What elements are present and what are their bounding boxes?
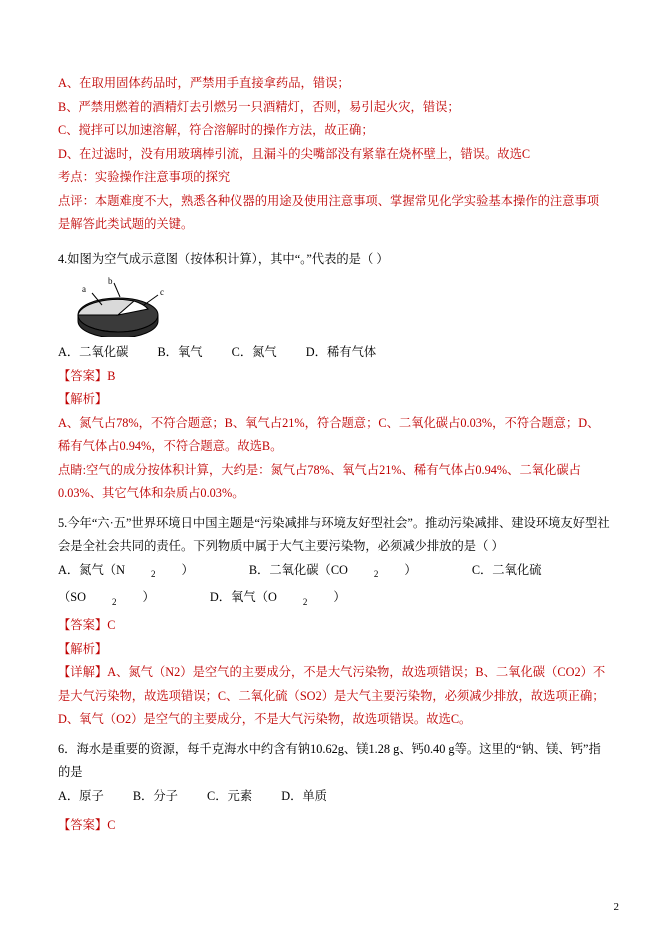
- question-5-analysis-label: 【解析】: [58, 641, 108, 656]
- question-4-analysis-label: 【解析】: [58, 392, 108, 406]
- analysis-line-d: D、在过滤时，没有用玻璃棒引流，且漏斗的尖嘴部没有紧靠在烧杯壁上，错误。故选C: [58, 146, 531, 161]
- option-b[interactable]: B．二氧化碳（CO $_2$ ）: [248, 562, 417, 579]
- option-c[interactable]: C．元素: [207, 788, 253, 803]
- page-number: 2: [613, 901, 619, 913]
- question-6-answer: 【答案】C: [58, 818, 116, 833]
- pie-chart-icon: [62, 275, 182, 337]
- option-b[interactable]: B．分子: [132, 788, 178, 803]
- option-d[interactable]: D．稀有气体: [305, 345, 377, 359]
- subscript: 2: [373, 568, 379, 579]
- analysis-line-c: C、搅拌可以加速溶解，符合溶解时的操作方法，故正确；: [58, 123, 374, 137]
- question-6-stem: 6．海水是重要的资源，每千克海水中约含有钠10.62g、镁1.28 g、钙0.40 g等。这里的“钠、镁、钙”指的是: [58, 741, 601, 780]
- figure-label-c: c: [160, 287, 164, 297]
- subscript: 2: [112, 596, 117, 607]
- question-5-answer: 【答案】C: [58, 618, 116, 633]
- comment-paragraph: 点评：本题难度不大，熟悉各种仪器的用途及使用注意事项、掌握常见化学实验基本操作的注意事项是解答此类试题的关键。: [58, 193, 600, 231]
- analysis-line-a: A、在取用固体药品时，严禁用手直接拿药品，错误；: [58, 76, 350, 90]
- option-a[interactable]: A．二氧化碳: [58, 345, 129, 359]
- option-c[interactable]: C．二氧化硫（SO $_2$ ）: [58, 562, 542, 607]
- option-b[interactable]: B．氧气: [157, 345, 203, 359]
- analysis-line-b: B、严禁用燃着的酒精灯去引燃另一只酒精灯，否则，易引起火灾，错误；: [58, 99, 460, 114]
- question-6-options: [58, 785, 610, 809]
- question-4-analysis-body: A、氮气占78%，不符合题意；B、氧气占21%，符合题意；C、二氧化碳占0.03%，不符合题意；D、稀有气体占0.94%，不符合题意。故选B。: [58, 415, 600, 453]
- subscript: 2: [150, 568, 156, 579]
- figure-label-a: a: [82, 284, 86, 294]
- figure-label-b: b: [108, 276, 113, 286]
- option-a[interactable]: A．氮气（N $_2$ ）: [58, 562, 194, 579]
- subscript: 2: [302, 596, 308, 607]
- question-4-answer: 【答案】B: [58, 368, 116, 383]
- question-4-figure: [58, 275, 610, 337]
- option-a[interactable]: A．原子: [58, 788, 104, 803]
- knowledge-point-line: 考点：实验操作注意事项的探究: [58, 170, 231, 184]
- question-4-options: [58, 341, 610, 365]
- question-5-stem: 5.今年“六·五”世界环境日中国主题是“污染减排与环境友好型社会”。推动污染减排、建设环境友好型社会是全社会共同的责任。下列物质中属于大气主要污染物，必须减少排放的是（ ）: [58, 515, 610, 553]
- question-4-tip: 点睛:空气的成分按体积计算，大约是：氮气占78%、氧气占21%、稀有气体占0.94%、二氧化碳占0.03%、其它气体和杂质占0.03%。: [58, 462, 581, 500]
- option-d[interactable]: D．氧气（O $_2$ ）: [209, 590, 346, 607]
- document-content: [58, 72, 610, 838]
- option-c[interactable]: C．氮气: [231, 345, 277, 359]
- question-5-options: [58, 559, 610, 615]
- option-d[interactable]: D．单质: [281, 788, 327, 803]
- question-4-stem: 4.如图为空气成示意图（按体积计算），其中“。”代表的是（ ）: [58, 251, 389, 266]
- question-5-analysis-body: 【详解】A、氮气（N2）是空气的主要成分，不是大气污染物，故选项错误；B、二氧化碳（CO2）不是大气污染物，故选项错误；C、二氧化硫（SO2）是大气主要污染物，必须减少排放，故选项正确；D、氧气（O2）是空气的主要成分，不是大气污染物，故选项错误。故选C。: [58, 665, 606, 727]
